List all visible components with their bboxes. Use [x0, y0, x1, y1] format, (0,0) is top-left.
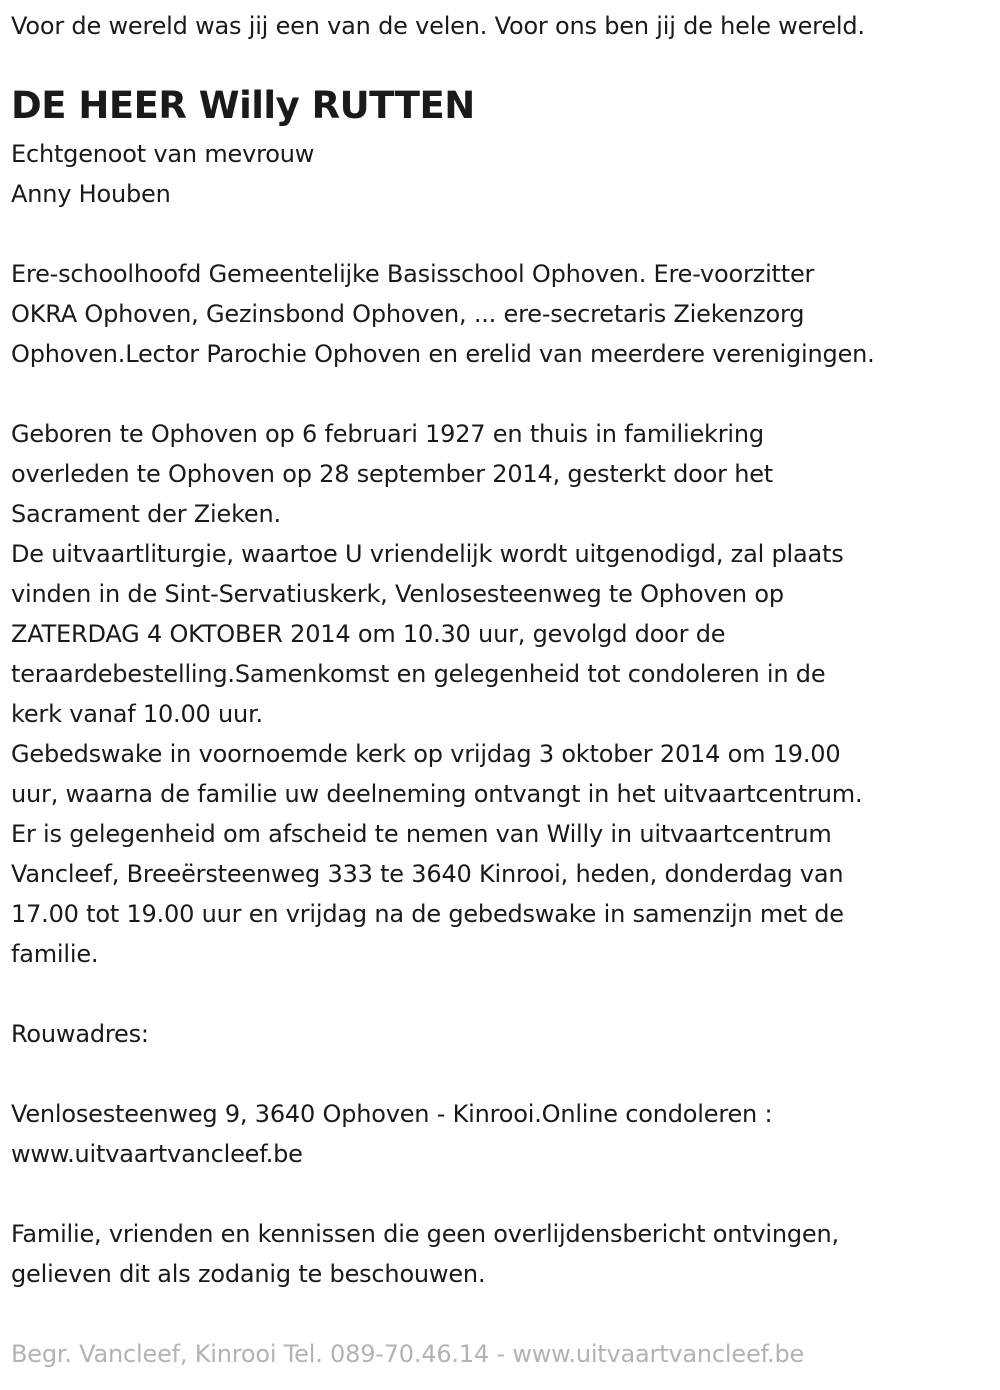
rouwadres-heading — [11, 1014, 149, 1054]
details-line: 17.00 tot 19.00 uur en vrijdag na de gebedswake in samenzijn met de — [11, 900, 844, 928]
details-line: kerk vanaf 10.00 uur. — [11, 700, 263, 728]
details-line: Geboren te Ophoven op 6 februari 1927 en thuis in familiekring — [11, 420, 764, 448]
spouse-line: Echtgenoot van mevrouw — [11, 140, 315, 168]
details-line: Vancleef, Breeërsteenweg 333 te 3640 Kinrooi, heden, donderdag van — [11, 860, 844, 888]
roles-line: Ophoven.Lector Parochie Ophoven en erelid van meerdere verenigingen. — [11, 340, 875, 368]
rouwadres-label: Rouwadres: — [11, 1020, 149, 1048]
details-line: overleden te Ophoven op 28 september 2014, gesterkt door het — [11, 460, 774, 488]
undertaker-footer: Begr. Vancleef, Kinrooi Tel. 089-70.46.14 - www.uitvaartvancleef.be — [11, 1340, 805, 1368]
address-block — [11, 1094, 772, 1174]
roles-line: OKRA Ophoven, Gezinsbond Ophoven, ... ere-secretaris Ziekenzorg — [11, 300, 805, 328]
deceased-name: DE HEER Willy RUTTEN — [11, 84, 475, 127]
family-note-line: gelieven dit als zodanig te beschouwen. — [11, 1260, 486, 1288]
details-line: vinden in de Sint-Servatiuskerk, Venlosesteenweg te Ophoven op — [11, 580, 784, 608]
condolence-website: www.uitvaartvancleef.be — [11, 1140, 303, 1168]
funeral-details-paragraph — [11, 414, 862, 974]
roles-line: Ere-schoolhoofd Gemeentelijke Basisschool Ophoven. Ere-voorzitter — [11, 260, 815, 288]
details-line: familie. — [11, 940, 99, 968]
address-line: Venlosesteenweg 9, 3640 Ophoven - Kinrooi.Online condoleren : — [11, 1100, 773, 1128]
details-line: De uitvaartliturgie, waartoe U vriendelijk wordt uitgenodigd, zal plaats — [11, 540, 844, 568]
details-line: Er is gelegenheid om afscheid te nemen van Willy in uitvaartcentrum — [11, 820, 832, 848]
details-line: uur, waarna de familie uw deelneming ontvangt in het uitvaartcentrum. — [11, 780, 863, 808]
roles-paragraph — [11, 254, 875, 374]
details-line: Gebedswake in voornoemde kerk op vrijdag 3 oktober 2014 om 19.00 — [11, 740, 841, 768]
family-note — [11, 1214, 839, 1294]
spouse-block — [11, 134, 314, 214]
intro-quote: Voor de wereld was jij een van de velen. Voor ons ben jij de hele wereld. — [11, 12, 865, 40]
details-line: ZATERDAG 4 OKTOBER 2014 om 10.30 uur, gevolgd door de — [11, 620, 726, 648]
details-line: teraardebestelling.Samenkomst en gelegenheid tot condoleren in de — [11, 660, 826, 688]
details-line: Sacrament der Zieken. — [11, 500, 281, 528]
family-note-line: Familie, vrienden en kennissen die geen overlijdensbericht ontvingen, — [11, 1220, 839, 1248]
spouse-name: Anny Houben — [11, 180, 171, 208]
